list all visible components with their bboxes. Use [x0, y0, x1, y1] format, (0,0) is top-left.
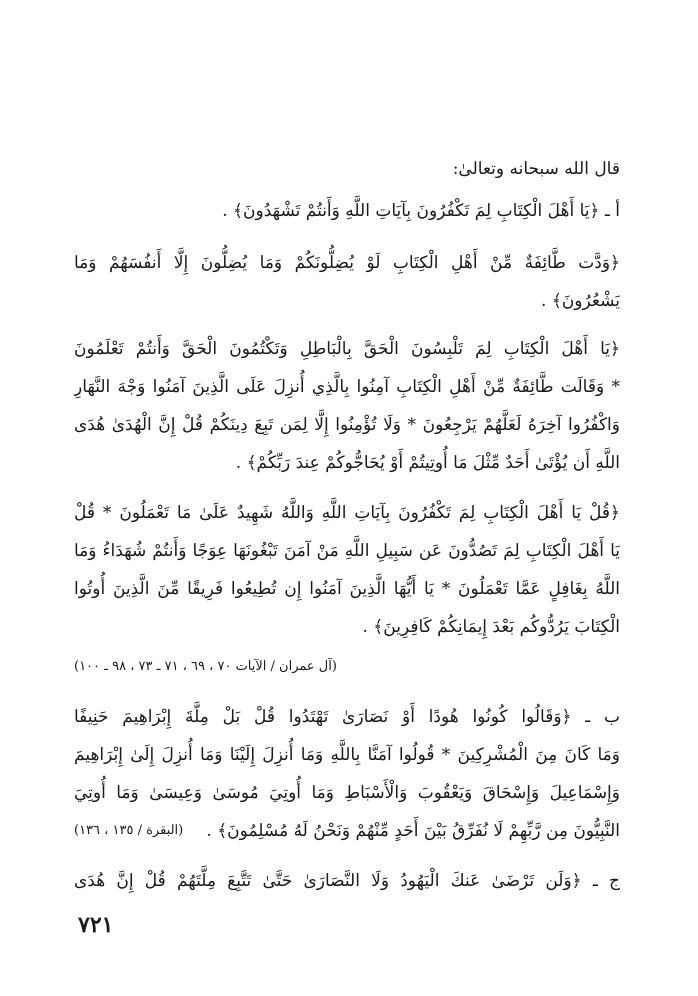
verse-line: يَشْعُرُونَ﴾ . [541, 291, 620, 311]
verse-line: وَإِسْمَاعِيلَ وَإِسْحَاقَ وَيَعْقُوبَ وَالْأَسْبَاطِ وَمَا أُوتِيَ مُوسَىٰ وَعِيسَىٰ وَمَا أُوتِيَ [74, 783, 620, 803]
verse-line: اللَّهُ بِغَافِلٍ عَمَّا تَعْمَلُونَ * يَا أَيُّهَا الَّذِينَ آمَنُوا إِن تُطِيعُوا فَرِيقًا مِّنَ الَّذِينَ أُوتُوا [74, 579, 620, 599]
verse-line: اللَّهِ أَن يُؤْتَىٰ أَحَدٌ مِّثْلَ مَا أُوتِيتُمْ أَوْ يُحَاجُّوكُمْ عِندَ رَبِّكُمْ﴾ . [235, 453, 620, 473]
surah-reference-text: (آل عمران / الآيات ٧٠ ، ٦٩ ، ٧١ ـ ٧٣ ، ٩٨ ـ ١٠٠) [74, 659, 337, 674]
intro-line: قال الله سبحانه وتعالىٰ: [452, 159, 620, 179]
verse-line: ج ـ ﴿وَلَن تَرْضَىٰ عَنكَ الْيَهُودُ وَلَا النَّصَارَىٰ حَتَّىٰ تَتَّبِعَ مِلَّتَهُمْ قُلْ إِنَّ هُدَى [74, 871, 620, 891]
verse-line: ﴿قُلْ يَا أَهْلَ الْكِتَابِ لِمَ تَكْفُرُونَ بِآيَاتِ اللَّهِ وَاللَّهُ شَهِيدٌ عَلَىٰ مَا تَعْمَلُونَ * قُلْ [74, 503, 620, 523]
verse-line: أ ـ ﴿يَا أَهْلَ الْكِتَابِ لِمَ تَكْفُرُونَ بِآيَاتِ اللَّهِ وَأَنتُمْ تَشْهَدُونَ﴾ . [222, 201, 620, 221]
verse-line: الْكِتَابَ يَرُدُّوكُم بَعْدَ إِيمَانِكُمْ كَافِرِينَ﴾ . [362, 617, 620, 637]
verse-text: النَّبِيُّونَ مِن رَّبِّهِمْ لَا نُفَرِّقُ بَيْنَ أَحَدٍ مِّنْهُمْ وَنَحْنُ لَهُ مُسْلِمُونَ﴾ . [206, 821, 620, 841]
verse-line: ﴿يَا أَهْلَ الْكِتَابِ لِمَ تَلْبِسُونَ الْحَقَّ بِالْبَاطِلِ وَتَكْتُمُونَ الْحَقَّ وَأَنتُمْ تَعْلَمُونَ [74, 339, 620, 359]
verse-line: يَا أَهْلَ الْكِتَابِ لِمَ تَصُدُّونَ عَن سَبِيلِ اللَّهِ مَنْ آمَنَ تَبْغُونَهَا عِوَجًا وَأَنتُمْ شُهَدَاءُ وَمَا [74, 541, 620, 561]
verse-line: وَاكْفُرُوا آخِرَهُ لَعَلَّهُمْ يَرْجِعُونَ * وَلَا تُؤْمِنُوا إِلَّا لِمَن تَبِعَ دِينَكُمْ قُلْ إِنَّ الْهُدَىٰ هُدَى [74, 415, 620, 435]
verse-line: * وَقَالَت طَّائِفَةٌ مِّنْ أَهْلِ الْكِتَابِ آمِنُوا بِالَّذِي أُنزِلَ عَلَى الَّذِينَ آمَنُوا وَجْهَ النَّهَارِ [74, 377, 620, 397]
verse-line: وَمَا كَانَ مِنَ الْمُشْرِكِينَ * قُولُوا آمَنَّا بِاللَّهِ وَمَا أُنزِلَ إِلَيْنَا وَمَا أُنزِلَ إِلَىٰ إِبْرَاهِيمَ [74, 745, 620, 765]
surah-reference [74, 648, 620, 686]
baqara-reference: (البقرة / ١٣٥ ، ١٣٦) [74, 823, 184, 838]
page-number: ٧٢١ [78, 912, 114, 938]
verse-line: ﴿وَدَّت طَّائِفَةٌ مِّنْ أَهْلِ الْكِتَابِ لَوْ يُضِلُّونَكُمْ وَمَا يُضِلُّونَ إِلَّا أَنفُسَهُمْ وَمَا [74, 253, 620, 273]
verse-line: ب ـ ﴿وَقَالُوا كُونُوا هُودًا أَوْ نَصَارَىٰ تَهْتَدُوا قُلْ بَلْ مِلَّةَ إِبْرَاهِيمَ حَنِيفًا [74, 707, 620, 727]
verse-line-with-reference [74, 812, 620, 850]
